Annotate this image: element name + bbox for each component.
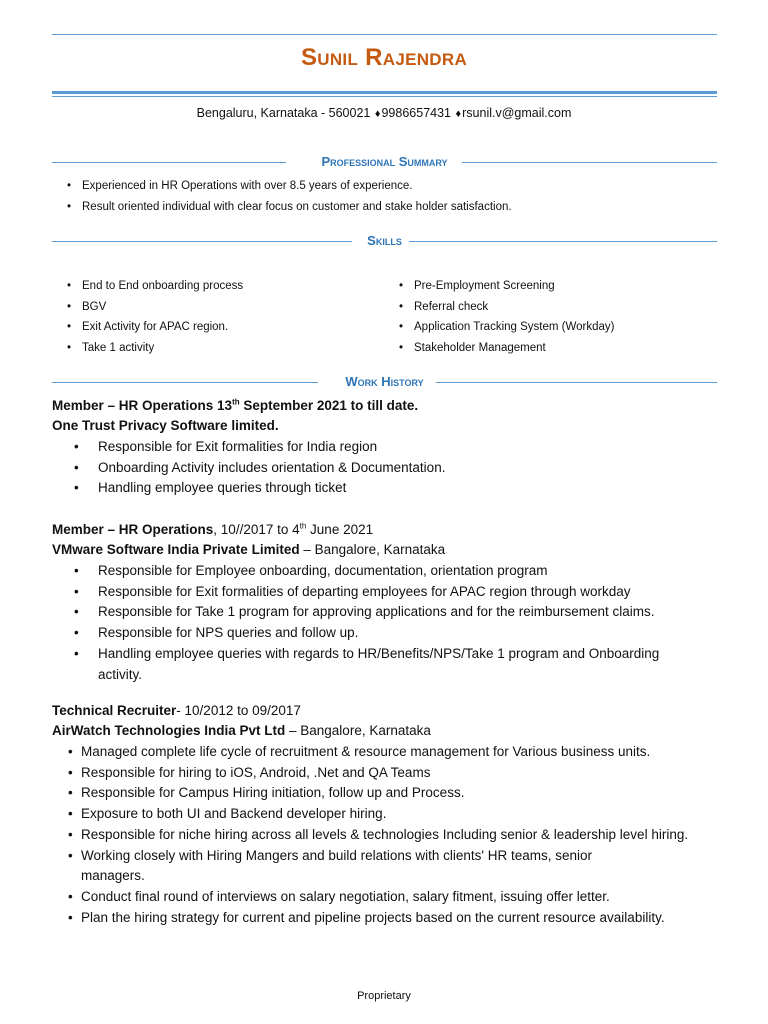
email: rsunil.v@gmail.com [462,106,572,120]
section-rule-right [436,382,717,383]
ordinal-suffix: th [299,521,307,531]
contact-line [0,106,768,120]
company-name: VMware Software India Private Limited [52,542,300,557]
list-item: • Experienced in HR Operations with over 8.5 years of experience. [52,176,512,197]
list-item: • Conduct final round of interviews on salary negotiation, salary fitment, issuing offer letter. [52,887,637,908]
list-item: • Handling employee queries with regards to HR/Benefits/NPS/Take 1 program and Onboarding activity. [52,644,692,685]
job-company [52,416,279,436]
section-heading: Professional Summary [321,154,448,169]
list-item: • Plan the hiring strategy for current and pipeline projects based on the current resource availability. [52,908,637,929]
list-item: • Responsible for Employee onboarding, documentation, orientation program [52,561,692,582]
section-skills [52,233,717,251]
company-name: AirWatch Technologies India Pvt Ltd [52,723,286,738]
job-title [52,701,301,721]
address: Bengaluru, Karnataka - 560021 [196,106,371,120]
job-title [52,396,418,416]
job-bullets [52,742,689,928]
name-underline-rule-2 [52,96,717,97]
company-location: – Bangalore, Karnataka [299,542,446,557]
diamond-icon: ♦ [455,108,462,120]
list-item: • Onboarding Activity includes orientation & Documentation. [52,458,717,479]
job-title-text: Member – HR Operations [52,522,214,537]
candidate-name: Sunil Rajendra [300,44,468,71]
list-item: • Referral check [384,297,614,318]
list-item: • Responsible for hiring to iOS, Android, .Net and QA Teams [52,763,637,784]
list-item: • Application Tracking System (Workday) [384,317,614,338]
list-item: • Exposure to both UI and Backend developer hiring. [52,804,637,825]
job-title-text: Technical Recruiter [52,703,177,718]
list-item: • Pre-Employment Screening [384,276,614,297]
list-item: • BGV [52,297,243,318]
job-dates-end: June 2021 [306,522,374,537]
section-rule-right [409,241,717,242]
ordinal-suffix: th [232,397,240,407]
job-bullets [52,561,692,685]
section-heading: Work History [345,374,424,389]
skills-list-right [384,276,614,359]
name-underline-rule [52,91,717,94]
section-professional-summary [52,154,717,172]
job-title-date: September 2021 to till date. [239,398,419,413]
list-item: • Working closely with Hiring Mangers and build relations with clients' HR teams, senior managers. [52,846,637,887]
list-item: • Responsible for Exit formalities for India region [52,437,717,458]
job-dates: , 10//2017 to 4 [213,522,300,537]
company-name: One Trust Privacy Software limited. [52,418,279,433]
top-rule [52,34,717,35]
section-work-history [52,374,717,392]
list-item: • Managed complete life cycle of recruitment & resource management for Various business units. [52,742,637,763]
list-item: • Take 1 activity [52,338,243,359]
footer-label: Proprietary [357,990,411,1002]
list-item: • Responsible for Exit formalities of departing employees for APAC region through workday [52,582,692,603]
company-location: – Bangalore, Karnataka [285,723,431,738]
list-item: • Handling employee queries through ticket [52,478,717,499]
list-item: • Stakeholder Management [384,338,614,359]
job-title-text: Member – HR Operations 13 [52,398,233,413]
summary-list [52,176,512,217]
section-rule-right [462,162,717,163]
list-item: • Responsible for Take 1 program for approving applications and for the reimbursement claims. [52,602,692,623]
job-company [52,540,445,560]
job-bullets [52,437,717,499]
phone: 9986657431 [381,106,452,120]
list-item: • Responsible for NPS queries and follow up. [52,623,692,644]
list-item: • Exit Activity for APAC region. [52,317,243,338]
section-heading: Skills [367,233,402,248]
job-title [52,520,373,540]
list-item: • Responsible for Campus Hiring initiation, follow up and Process. [52,783,637,804]
list-item: • End to End onboarding process [52,276,243,297]
diamond-icon: ♦ [374,108,381,120]
job-dates: - 10/2012 to 09/2017 [176,703,301,718]
skills-list-left [52,276,243,359]
list-item: • Result oriented individual with clear focus on customer and stake holder satisfaction. [52,197,512,218]
list-item: • Responsible for niche hiring across all levels & technologies Including senior & leadership level hiring. [52,825,637,846]
job-company [52,721,431,741]
